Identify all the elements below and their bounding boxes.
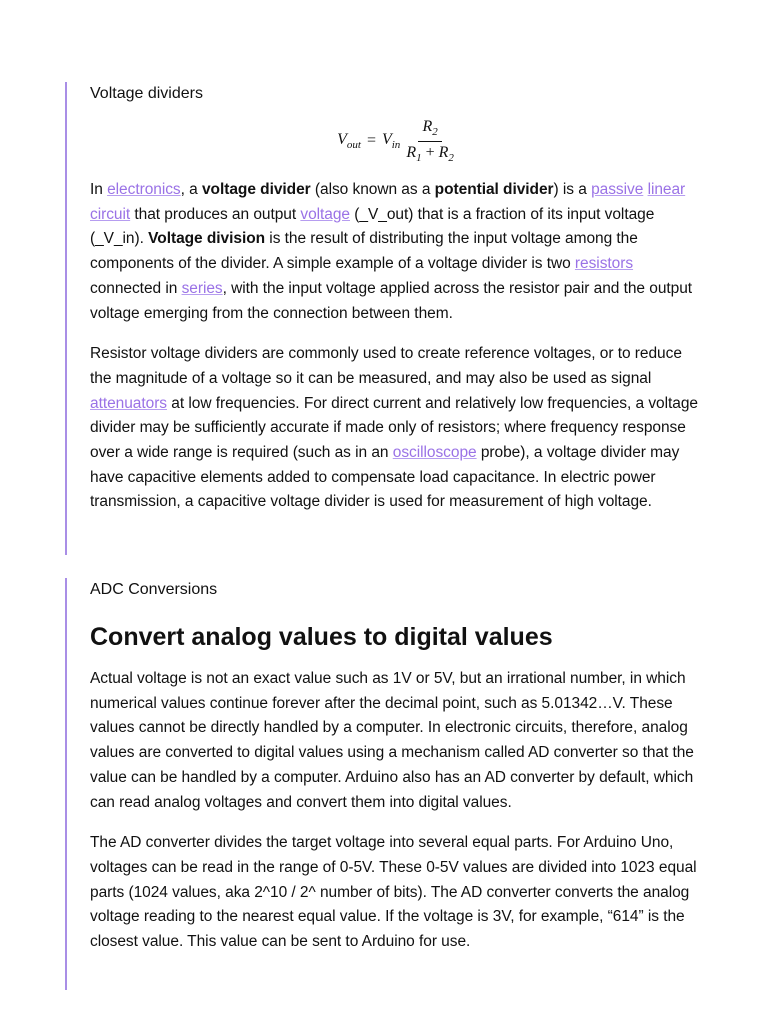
paragraph-ad-converter: The AD converter divides the target voltage into several equal parts. For Arduino Uno, voltages can be read in the range of 0-5V. These 0-5V values are divided into 1023 equal parts (1024 values, aka 2^10 / 2^ number of bits). The AD converter converts the analog voltage reading to the nearest equal value. If the voltage is 3V, for example, “614” is the closest value. This value can be sent to Arduino for use. <box>90 834 697 951</box>
term-voltage-division: Voltage division <box>148 230 266 248</box>
link-series[interactable]: series <box>181 279 223 297</box>
voltage-divider-formula <box>90 114 705 168</box>
formula-denominator: $R_1 + R_2$ <box>406 143 454 164</box>
term-voltage-divider: voltage divider <box>201 181 311 198</box>
paragraph-resistor-dividers: Resistor voltage dividers are commonly used to create reference voltages, or to reduce the magnitude of a voltage so it can be measured, and may also be used as signal attenuators at low frequencies. For direct current and relatively low frequencies, a voltage divider may be sufficiently accurate if made only of resistors; where frequency response over a wide range is required (such as in an oscilloscope probe), a voltage divider may have capacitive elements added to compensate load capacitance. In electric power transmission, a capacitive voltage divider is used for measurement of high voltage. <box>90 345 698 511</box>
formula-vout: $V_{out}$ <box>337 130 361 152</box>
formula-numerator: $R_2$ <box>418 118 441 141</box>
heading-convert-analog: Convert analog values to digital values <box>90 623 553 651</box>
paragraph-actual-voltage: Actual voltage is not an exact value such as 1V or 5V, but an irrational number, in which numerical values continue forever after the decimal point, such as 5.01342…V. These values cannot be directly handled by a computer. In electronic circuits, therefore, analog values are converted to digital values using a mechanism called AD converter so that the value can be handled by a computer. Arduino also has an AD converter by default, which can read analog voltages and convert them into digital values. <box>90 670 694 811</box>
link-electronics[interactable]: electronics <box>107 181 181 198</box>
section-label-adc-conversions: ADC Conversions <box>90 581 218 598</box>
link-passive[interactable]: passive <box>591 181 644 198</box>
blockquote-adc-conversions <box>65 578 705 990</box>
formula-vin: $V_{in}$ <box>381 130 401 152</box>
link-attenuators[interactable]: attenuators <box>90 394 168 412</box>
link-resistors[interactable]: resistors <box>574 255 634 273</box>
link-linear-circuit[interactable]: linear circuit <box>90 181 686 223</box>
blockquote-voltage-dividers <box>65 82 705 555</box>
link-oscilloscope[interactable]: oscilloscope <box>392 444 477 462</box>
paragraph-voltage-divider-definition: In electronics, a voltage divider (also known as a potential divider) is a passive linear circuit that produces an output voltage (_V_out) that is a fraction of its input voltage (_V_in). Voltage division is the result of distributing the input voltage among the components of the divider. A simple example of a voltage divider is two resistors connected in series, with the input voltage applied across the resistor pair and the output voltage emerging from the connection between them. <box>90 181 693 322</box>
section-label-voltage-dividers: Voltage dividers <box>90 85 203 102</box>
link-voltage[interactable]: voltage <box>300 205 351 223</box>
formula-fraction <box>402 118 458 163</box>
term-potential-divider: potential divider <box>434 181 554 198</box>
formula-equals: = <box>366 132 376 149</box>
